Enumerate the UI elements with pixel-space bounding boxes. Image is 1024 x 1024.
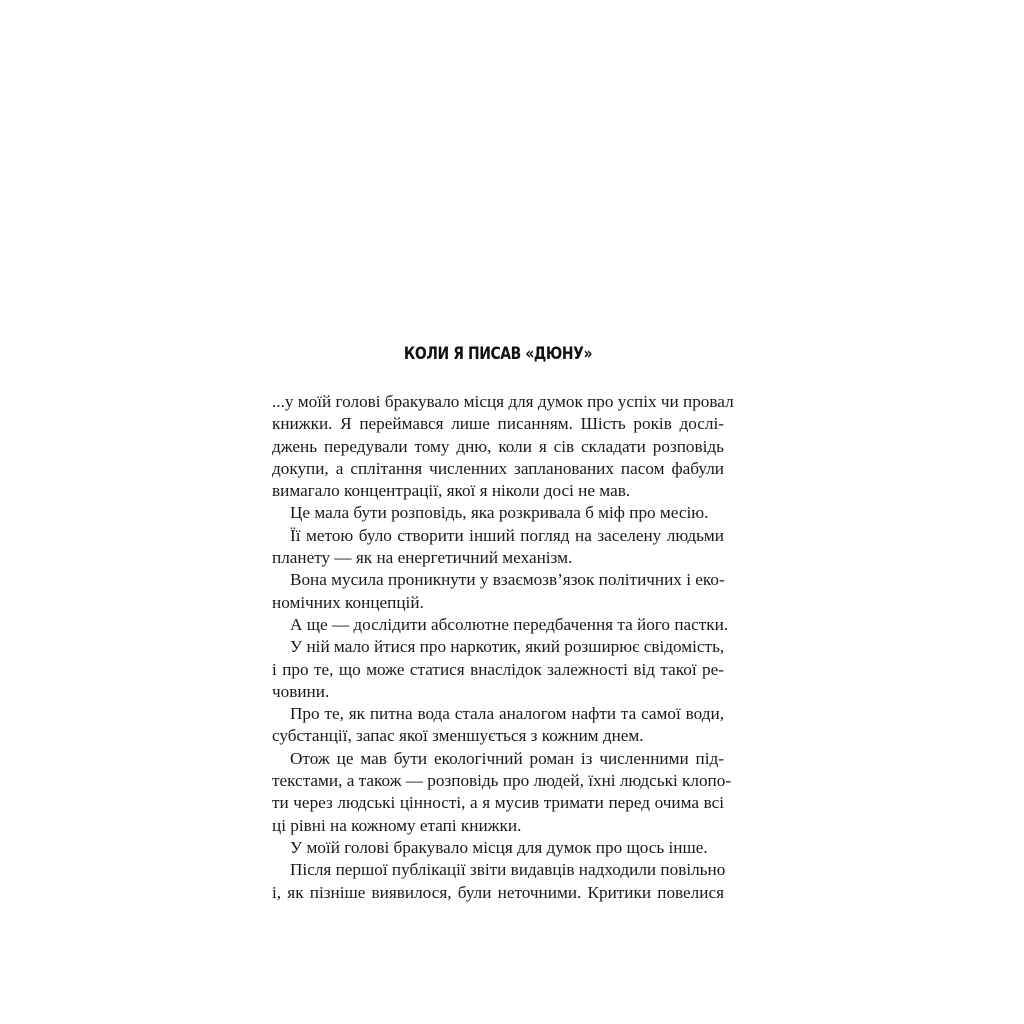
text-line: У ній мало йтися про наркотик, який розширює свідомість,	[290, 637, 725, 657]
text-line: А ще — дослідити абсолютне передбачення та його пастки.	[290, 614, 729, 634]
text-line: човини.	[272, 681, 330, 701]
text-line: субстанції, запас якої зменшується з кожним днем.	[272, 726, 644, 746]
text-line: і про те, що може статися внаслідок залежності від такої ре-	[272, 659, 724, 679]
text-line: ти через людські цінності, а я мусив тримати перед очима всі	[272, 793, 724, 813]
text-line: вимагало концентрації, якої я ніколи досі не мав.	[272, 481, 631, 501]
text-line: джень передували тому дню, коли я сів складати розповідь	[272, 436, 724, 456]
text-line: і, як пізніше виявилося, були неточними. Критики повелися	[272, 882, 724, 902]
body-text	[272, 391, 734, 904]
text-line: докупи, а сплітання численних запланованих пасом фабули	[272, 458, 724, 478]
text-line: Після першої публікації звіти видавців надходили повільно	[290, 860, 726, 880]
text-line: книжки. Я переймався лише писанням. Шість років дослі-	[272, 414, 724, 434]
text-line: Це мала бути розповідь, яка розкривала б міф про месію.	[290, 503, 709, 523]
text-line: текстами, а також — розповідь про людей, їхні людські клопо-	[272, 771, 732, 791]
chapter-title: КОЛИ Я ПИСАВ «ДЮНУ»	[403, 344, 593, 364]
text-line: Отож це мав бути екологічний роман із численними під-	[290, 748, 724, 768]
text-line: ...у моїй голові бракувало місця для думок про успіх чи провал	[272, 392, 734, 411]
text-line: планету — як на енергетичний механізм.	[272, 548, 573, 568]
text-line: У моїй голові бракувало місця для думок про щось інше.	[290, 837, 708, 857]
text-line: ці рівні на кожному етапі книжки.	[272, 815, 522, 835]
text-line: Її метою було створити інший погляд на заселену людьми	[290, 525, 724, 545]
text-line: Про те, як питна вода стала аналогом нафти та самої води,	[290, 704, 724, 724]
text-line: Вона мусила проникнути у взаємозв’язок політичних і еко-	[290, 570, 725, 590]
text-line: номічних концепцій.	[272, 592, 424, 612]
